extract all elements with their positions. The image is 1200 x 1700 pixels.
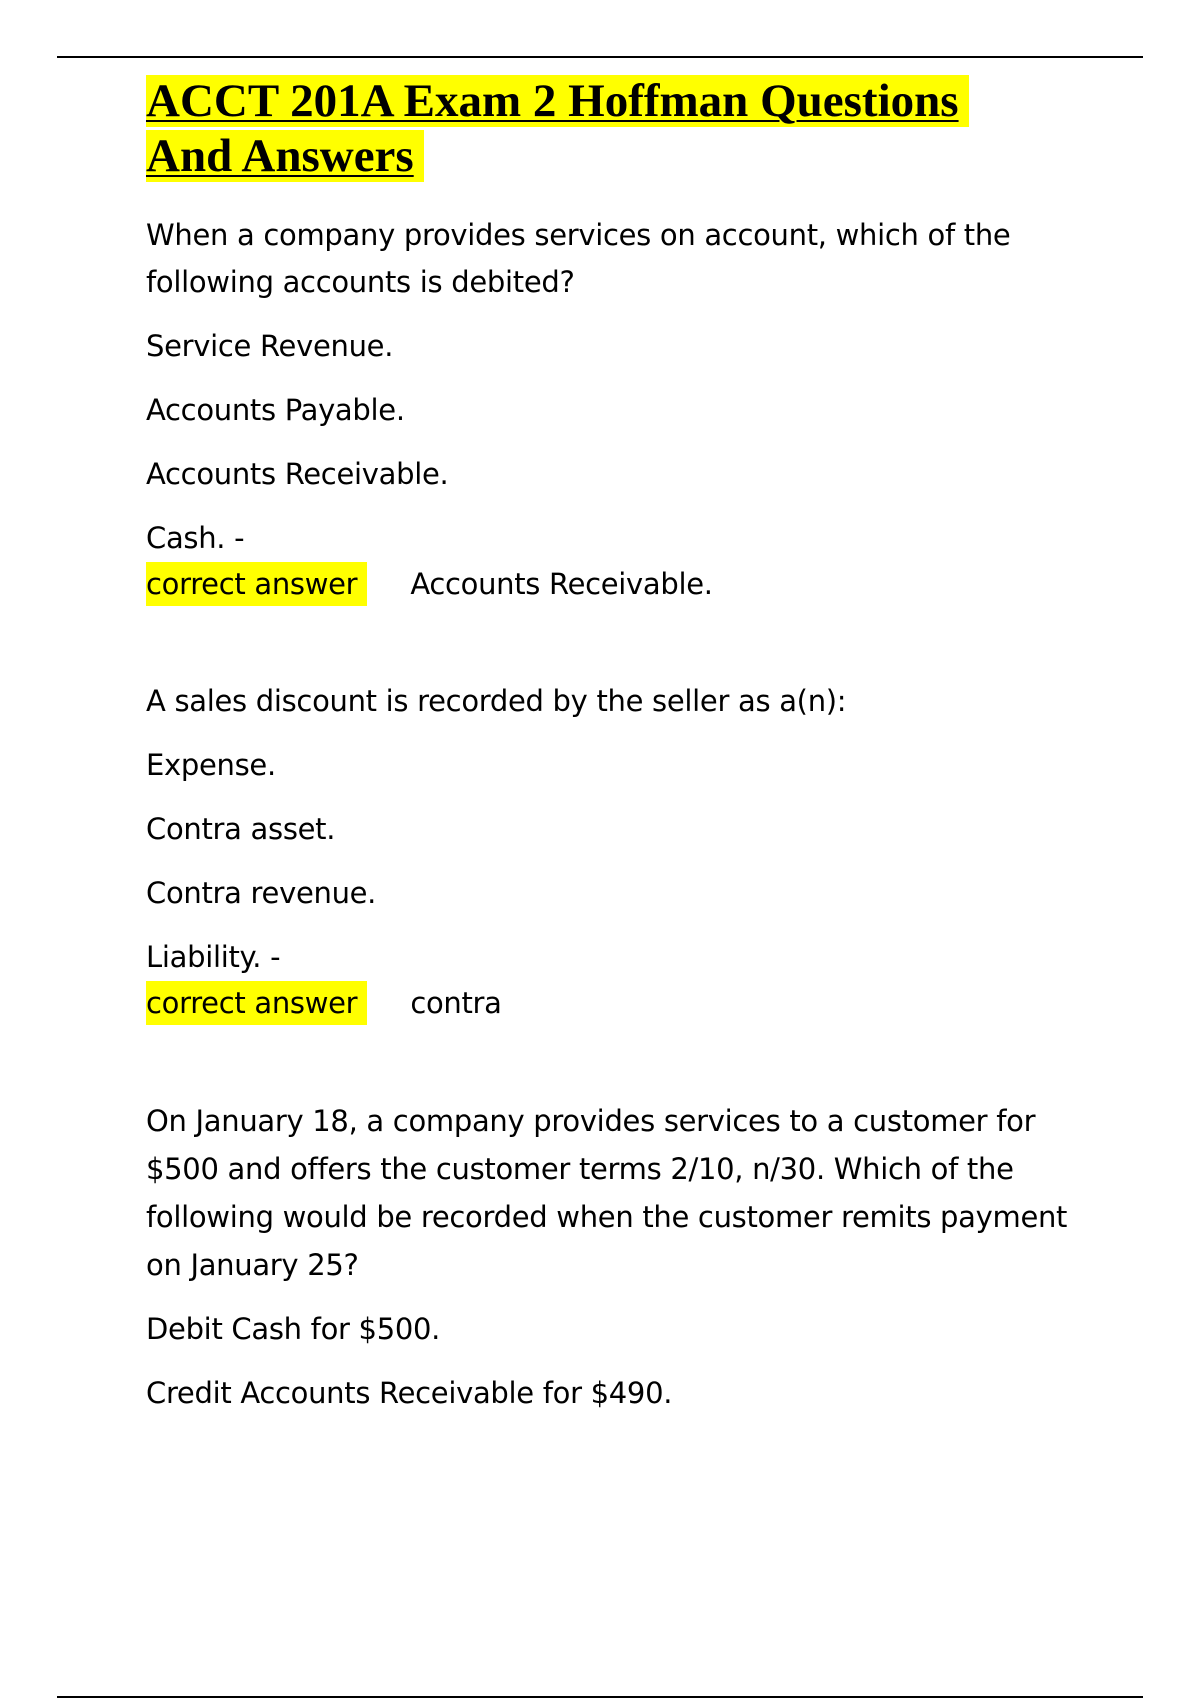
question-prompt: On January 18, a company provides services to a customer for $500 and offers the customer terms 2/10, n/30. Which of the following would be recorded when the customer remits payment on January 25? <box>146 1104 1068 1282</box>
answer-option: Contra asset. <box>146 812 336 846</box>
question-prompt: When a company provides services on account, which of the following accounts is debited? <box>146 218 1011 299</box>
correct-answer-label: correct answer <box>146 981 367 1025</box>
title-line-2: And Answers <box>146 130 424 182</box>
document-title <box>146 74 1096 184</box>
correct-answer-row <box>146 562 1096 606</box>
answer-option: Accounts Payable. <box>146 393 405 427</box>
document-content <box>146 74 1096 1417</box>
answer-option: Liability. - <box>146 940 281 974</box>
answer-option: Cash. - <box>146 521 245 555</box>
answer-option: Contra revenue. <box>146 876 377 910</box>
question-prompt: A sales discount is recorded by the seller as a(n): <box>146 684 847 718</box>
answer-option: Debit Cash for $500. <box>146 1312 441 1346</box>
question-block-1 <box>146 212 1096 606</box>
spacer <box>146 606 1096 678</box>
top-rule <box>57 56 1143 58</box>
correct-answer-value: contra <box>410 986 502 1020</box>
correct-answer-row <box>146 981 1096 1025</box>
answer-option: Accounts Receivable. <box>146 457 449 491</box>
answer-option: Service Revenue. <box>146 329 394 363</box>
answer-option: Credit Accounts Receivable for $490. <box>146 1376 673 1410</box>
spacer <box>146 1025 1096 1097</box>
answer-option: Expense. <box>146 748 276 782</box>
question-block-2 <box>146 678 1096 1025</box>
question-block-3 <box>146 1097 1096 1417</box>
bottom-rule <box>57 1696 1143 1698</box>
title-line-1: ACCT 201A Exam 2 Hoffman Questions <box>146 75 969 127</box>
correct-answer-value: Accounts Receivable. <box>410 567 713 601</box>
correct-answer-label: correct answer <box>146 562 367 606</box>
